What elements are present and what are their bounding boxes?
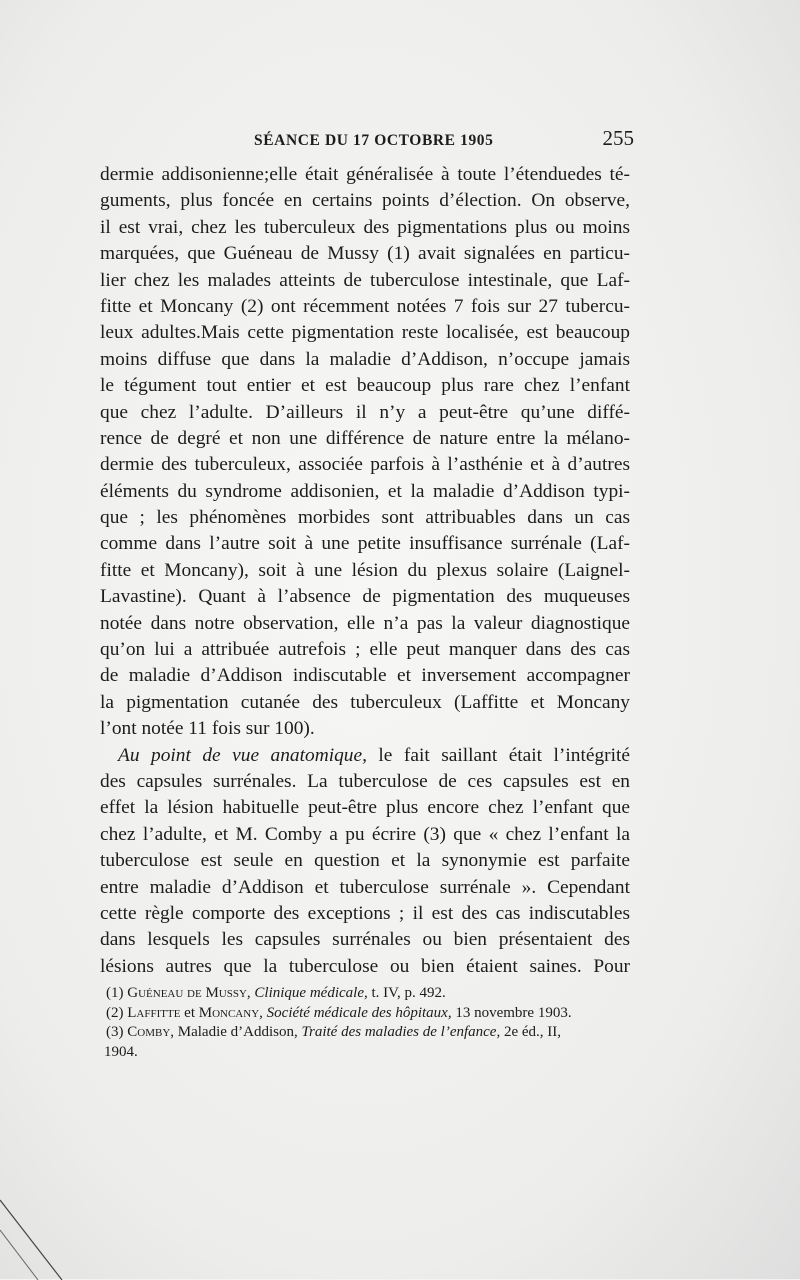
text-line: dermie addisonienne;elle était généralisée à toute l’étenduedes té- (100, 164, 630, 185)
text-line: effet la lésion habituelle peut-être plus encore chez l’enfant que (100, 797, 630, 819)
text-line: des capsules surrénales. La tuberculose de ces capsules est en (100, 770, 630, 792)
text-line: éléments du syndrome addisonien, et la maladie d’Addison typi- (100, 480, 630, 502)
footnote-2 (104, 1004, 630, 1024)
footnote-1 (104, 984, 630, 1004)
text-line: tuberculose est seule en question et la synonymie est parfaite (100, 850, 630, 872)
footnote-author: Laffitte (127, 1004, 181, 1021)
text-line: de maladie d’Addison indiscutable et inversement accompagner (100, 665, 630, 687)
text-line: que ; les phénomènes morbides sont attribuables dans un cas (100, 507, 630, 529)
footnote-title: Clinique médicale, (254, 985, 368, 1001)
paragraph-2-first-line (100, 743, 630, 769)
text-line: que chez l’adulte. D’ailleurs il n’y a peut-être qu’une diffé- (100, 401, 630, 423)
text-line: dans lesquels les capsules surrénales ou bien présentaient des (100, 929, 630, 951)
page-number: 255 (602, 126, 634, 150)
text-line: marquées, que Guéneau de Mussy (1) avait signalées en particu- (100, 243, 630, 265)
footnote-details: 13 novembre 1903. (455, 1004, 572, 1021)
body-text (100, 162, 630, 980)
footnote-author: Moncany, (198, 1004, 263, 1021)
page-corner-fold (0, 1190, 70, 1280)
text-line: qu’on lui a attribuée autrefois ; elle peut manquer dans des cas (100, 639, 630, 661)
italic-lead: Au point de vue anatomique, (118, 744, 367, 766)
running-title: SÉANCE DU 17 OCTOBRE 1905 (254, 132, 494, 149)
footnote-details: 2e éd., II, (503, 1024, 562, 1041)
text-line: notée dans notre observation, elle n’a pas la valeur diagnostique (100, 612, 630, 634)
footnote-title: Société médicale des hôpitaux, (266, 1004, 452, 1021)
footnotes (104, 984, 630, 1062)
text-line: chez l’adulte, et M. Comby a pu écrire (3) que « chez l’enfant la (100, 823, 630, 845)
footnote-3-continuation: 1904. (104, 1043, 138, 1060)
footnote-text: Maladie d’Addison, (177, 1024, 298, 1041)
footnote-number: (1) (106, 985, 124, 1001)
text-line: dermie des tuberculeux, associée parfois à l’asthénie et à d’autres (100, 454, 630, 476)
text-line: guments, plus foncée en certains points d’élection. On observe, (100, 190, 630, 212)
footnote-3 (104, 1023, 630, 1043)
text-line: fitte et Moncany (2) ont récemment notées 7 fois sur 27 tubercu- (100, 295, 630, 317)
text-line: entre maladie d’Addison et tuberculose surrénale ». Cependant (100, 876, 630, 898)
footnote-author: Guéneau de Mussy, (127, 985, 251, 1001)
footnote-conjunction: et (184, 1004, 195, 1021)
footnote-author: Comby, (127, 1024, 175, 1041)
text-line: lésions autres que la tuberculose ou bien étaient saines. Pour (100, 955, 630, 977)
text-line: il est vrai, chez les tuberculeux des pigmentations plus ou moins (100, 216, 630, 238)
footnote-number: (2) (106, 1004, 124, 1021)
text-line: l’ont notée 11 fois sur 100). (100, 718, 315, 740)
text-line: fitte et Moncany), soit à une lésion du plexus solaire (Laignel- (100, 559, 630, 581)
text-line: cette règle comporte des exceptions ; il est des cas indiscutables (100, 902, 630, 924)
text-line: la pigmentation cutanée des tuberculeux (Laffitte et Moncany (100, 691, 630, 713)
text-line: Lavastine). Quant à l’absence de pigmentation des muqueuses (100, 586, 630, 608)
text-line: leux adultes.Mais cette pigmentation reste localisée, est beaucoup (100, 322, 630, 344)
text-line: comme dans l’autre soit à une petite insuffisance surrénale (Laf- (100, 533, 630, 555)
page-header (254, 126, 634, 156)
footnote-number: (3) (106, 1024, 124, 1041)
text-fragment: le fait saillant était l’intégrité (366, 744, 631, 766)
text-line: rence de degré et non une différence de nature entre la mélano- (100, 427, 630, 449)
footnote-details: t. IV, p. 492. (371, 985, 446, 1001)
text-line: moins diffuse que dans la maladie d’Addison, n’occupe jamais (100, 348, 630, 370)
text-line: le tégument tout entier et est beaucoup plus rare chez l’enfant (100, 375, 630, 397)
text-line: lier chez les malades atteints de tuberculose intestinale, que Laf- (100, 269, 630, 291)
footnote-title: Traité des maladies de l’enfance, (301, 1024, 501, 1041)
